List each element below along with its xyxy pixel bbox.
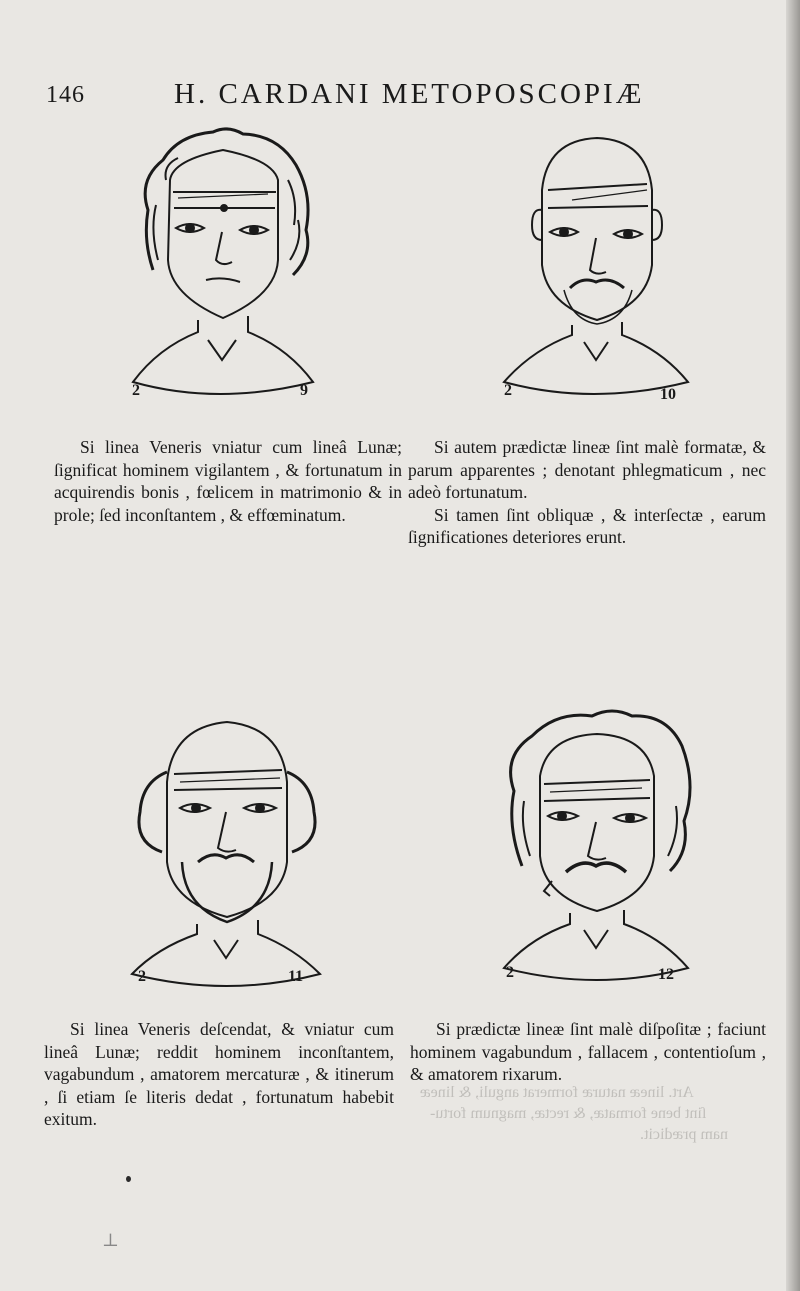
figure-11-left-number: 2 xyxy=(138,968,146,985)
page-edge-shadow xyxy=(786,0,800,1291)
caption-figure-12 xyxy=(410,1018,766,1086)
figure-11-illustration xyxy=(122,712,332,992)
caption-figure-11-text: Si linea Veneris deſcendat, & vniatur cum lineâ Lunæ; reddit hominem inconſtantem, vagabundum , amatorem mercaturæ , & itinerum , ſi etiam ſe literis dedat , fortunatum habebit exitum. xyxy=(44,1019,394,1129)
figure-10-illustration xyxy=(492,120,702,403)
figure-9-right-number: 9 xyxy=(300,382,308,399)
figure-10-left-number: 2 xyxy=(504,382,512,399)
page-header xyxy=(0,78,800,118)
ink-speck xyxy=(126,1176,131,1182)
caption-figure-10 xyxy=(408,436,766,549)
figure-9-illustration xyxy=(118,120,328,400)
bleed-through-line-3: nam prædicit. xyxy=(640,1126,728,1143)
printer-mark: ⊥ xyxy=(102,1230,119,1250)
caption-figure-9 xyxy=(54,436,402,526)
caption-figure-9-text: Si linea Veneris vniatur cum lineâ Lunæ; ſignificat hominem vigilantem , & fortunatum in acquirendis bonis , fœlicem in matrimonio & in prole; ſed inconſtantem , & effœminatum. xyxy=(54,437,402,525)
page-number: 146 xyxy=(46,82,85,108)
running-title: H. CARDANI METOPOSCOPIÆ xyxy=(174,78,645,110)
figure-12-right-number: 12 xyxy=(658,966,674,983)
figure-10-right-number: 10 xyxy=(660,386,676,403)
figure-11-right-number: 11 xyxy=(288,968,304,985)
bleed-through-line-1: Art. lineæ naturæ formerat anguli, & lineæ xyxy=(420,1084,694,1101)
figure-9-left-number: 2 xyxy=(132,382,140,399)
figure-12-left-number: 2 xyxy=(506,964,514,981)
caption-figure-10-para-2: Si tamen ſint obliquæ , & interſectæ , earum ſignificationes deteriores erunt. xyxy=(408,504,766,547)
caption-figure-11 xyxy=(44,1018,394,1131)
caption-figure-12-text: Si prædictæ lineæ ſint malè diſpoſitæ ; faciunt hominem vagabundum , fallacem , contentioſum , & amatorem rixarum. xyxy=(410,1019,766,1084)
figure-12-illustration xyxy=(492,706,702,986)
caption-figure-10-para-1: Si autem prædictæ lineæ ſint malè formatæ, & parum apparentes ; denotant phlegmaticum , nec adeò fortunatum. xyxy=(408,437,766,502)
bleed-through-line-2: ſint bene formatæ, & rectæ, magnum fortu- xyxy=(430,1105,707,1122)
